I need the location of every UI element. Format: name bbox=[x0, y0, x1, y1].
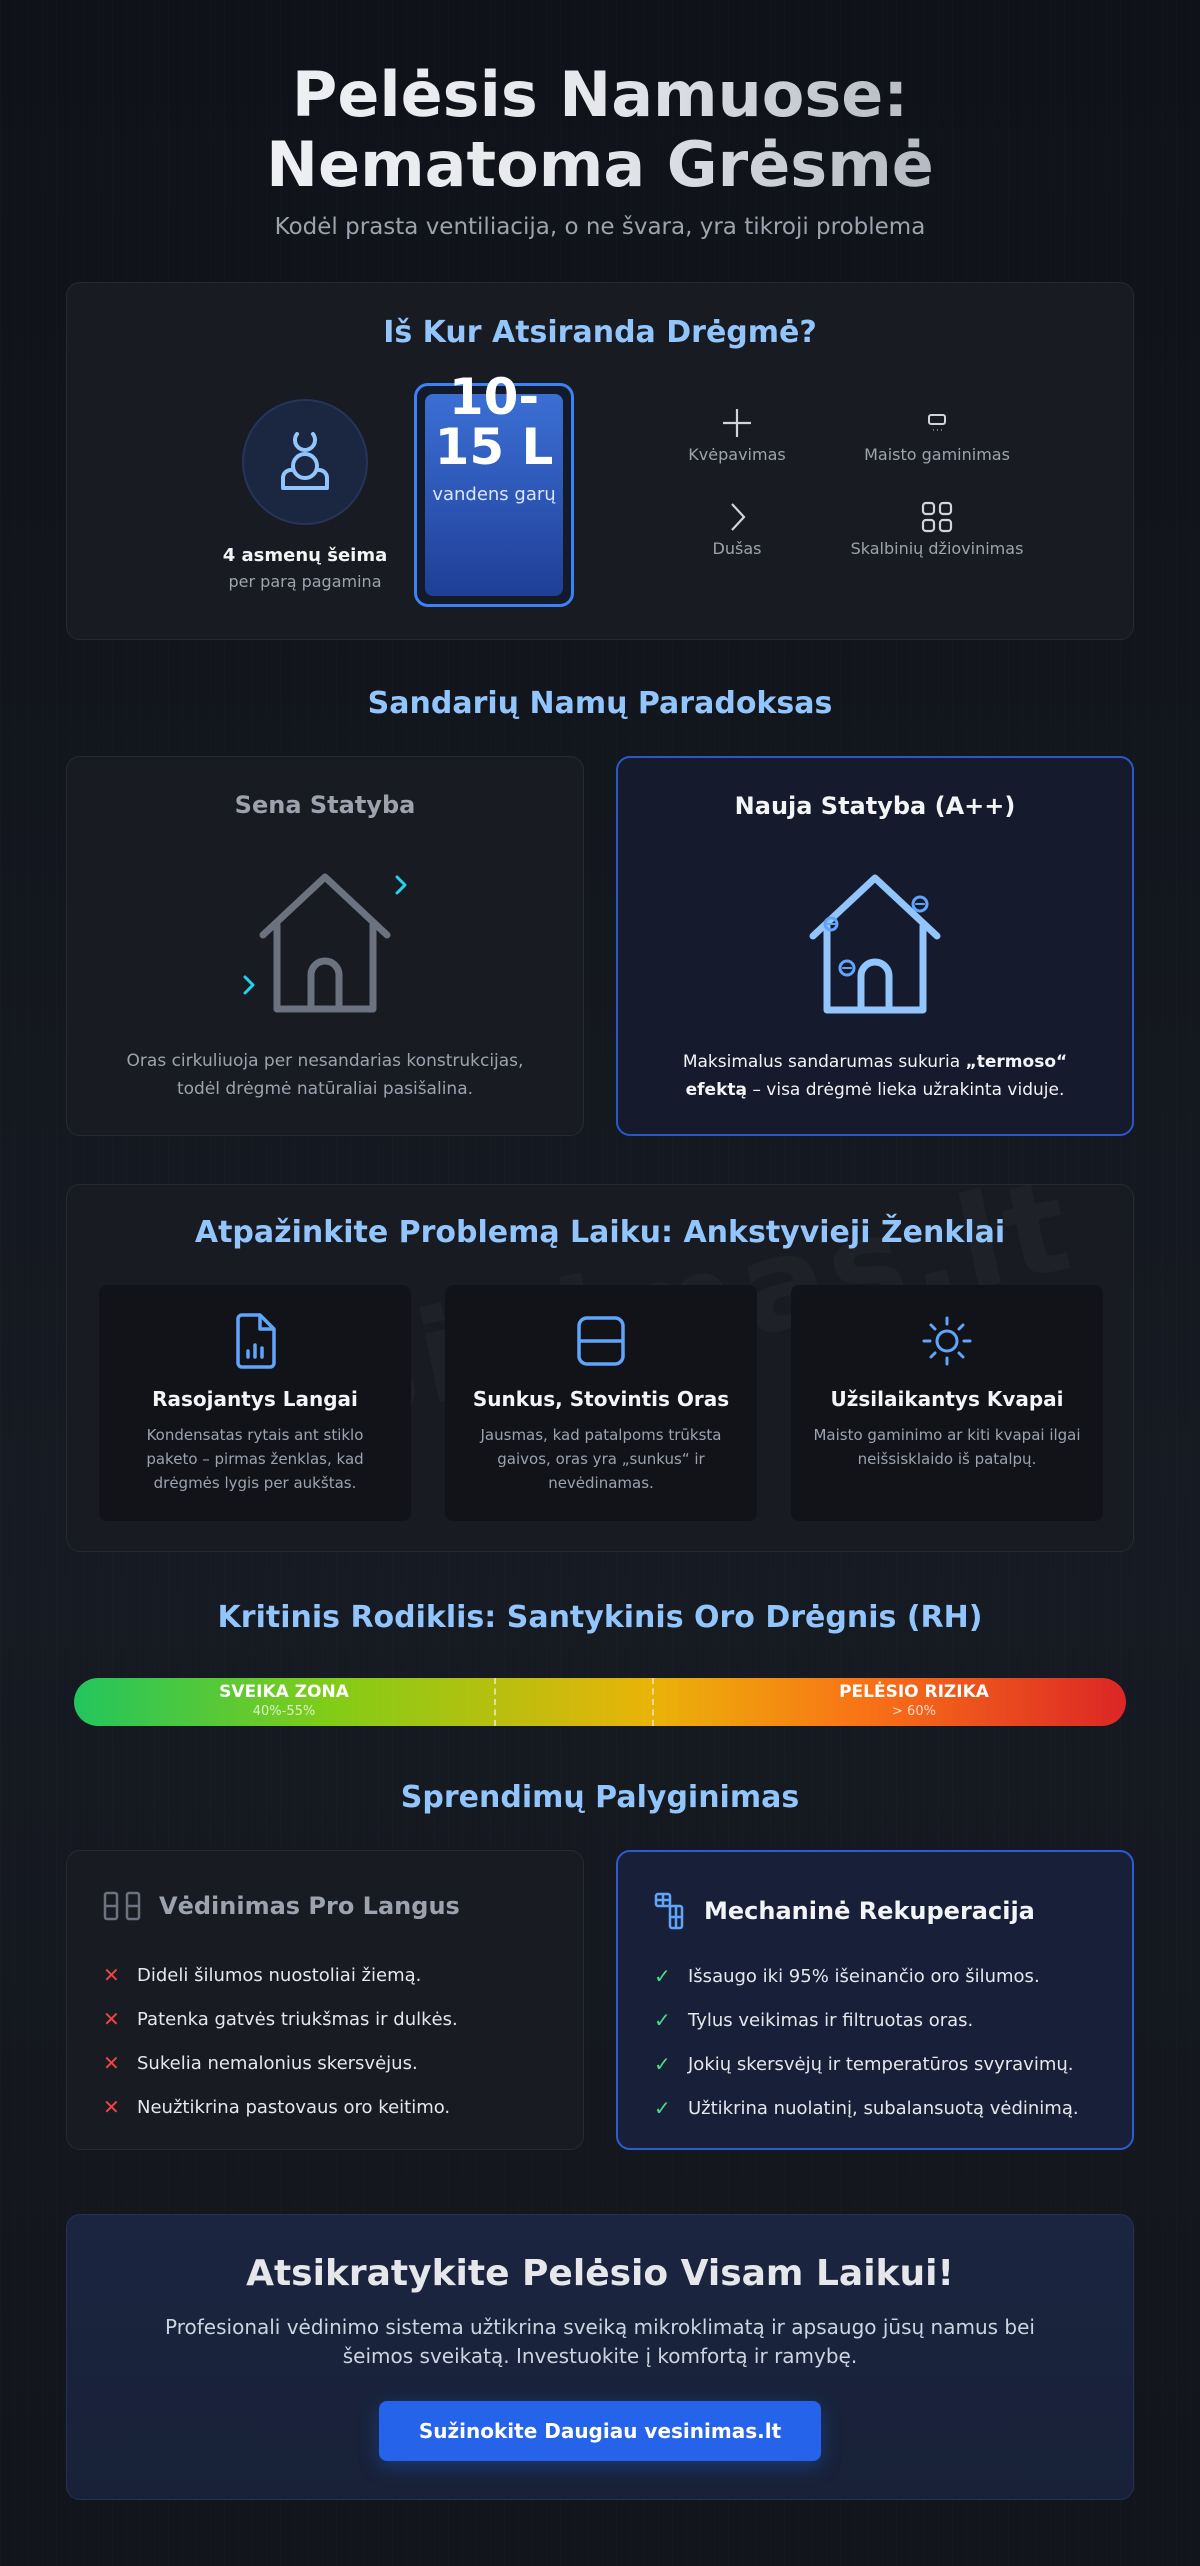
cta-card bbox=[66, 2214, 1134, 2500]
list-item: ✕ Patenka gatvės triukšmas ir dulkės. bbox=[103, 2007, 458, 2031]
grid-icon bbox=[837, 495, 1037, 539]
list-item: ✕ Dideli šilumos nuostoliai žiemą. bbox=[103, 1963, 422, 1987]
chevron-right-icon bbox=[637, 495, 837, 539]
rh-safe-zone: SVEIKA ZONA 40%-55% bbox=[219, 1682, 349, 1719]
page-title: Pelėsis Namuose: Nematoma Grėsmė bbox=[100, 60, 1100, 200]
sign-card: Rasojantys Langai Kondensatas rytais ant stiklo paketo – pirmas ženklas, kad drėgmės lygis per aukštas. bbox=[99, 1285, 411, 1521]
house-leaky-icon bbox=[67, 867, 583, 1017]
list-item: ✕ Sukelia nemalonius skersvėjus. bbox=[103, 2051, 418, 2075]
source-breathing: Kvėpavimas bbox=[637, 401, 837, 464]
sign-card: Užsilaikantys Kvapai Maisto gaminimo ar kiti kvapai ilgai neišsisklaido iš patalpų. bbox=[791, 1285, 1103, 1521]
recuperation-card bbox=[616, 1850, 1134, 2150]
recuperator-icon bbox=[654, 1892, 686, 1930]
moisture-sources-card bbox=[66, 282, 1134, 640]
window-ventilation-card bbox=[66, 1850, 584, 2150]
family-block bbox=[195, 399, 415, 591]
list-item: ✓ Jokių skersvėjų ir temperatūros svyravimų. bbox=[654, 2052, 1074, 2076]
family-title: 4 asmenų šeima bbox=[222, 545, 388, 566]
rh-title: Kritinis Rodiklis: Santykinis Oro Drėgnis (RH) bbox=[217, 1600, 983, 1635]
water-amount-unit: vandens garų bbox=[432, 484, 556, 505]
family-icon bbox=[242, 399, 368, 525]
old-building-text: Oras cirkuliuoja per nesandarias konstrukcijas, todėl drėgmė natūraliai pasišalina. bbox=[126, 1051, 524, 1099]
document-chart-icon bbox=[99, 1313, 411, 1369]
water-amount-tank bbox=[414, 368, 574, 607]
stove-icon bbox=[837, 401, 1037, 445]
new-building-title: Nauja Statyba (A++) bbox=[734, 792, 1016, 820]
cta-title: Atsikratykite Pelėsio Visam Laikui! bbox=[246, 2253, 954, 2294]
sign-card: Sunkus, Stovintis Oras Jausmas, kad patalpoms trūksta gaivos, oras yra „sunkus“ ir nevėdinamas. bbox=[445, 1285, 757, 1521]
window-ventilation-header: Vėdinimas Pro Langus bbox=[103, 1891, 460, 1921]
old-building-card bbox=[66, 756, 584, 1136]
hero bbox=[0, 60, 1200, 240]
house-sealed-icon bbox=[618, 868, 1132, 1018]
source-laundry: Skalbinių džiovinimas bbox=[837, 495, 1037, 558]
tank-fill bbox=[425, 368, 563, 596]
new-building-card bbox=[616, 756, 1134, 1136]
new-building-text: Maksimalus sandarumas sukuria „termoso“ efektą – visa drėgmė lieka užrakinta viduje. bbox=[682, 1052, 1068, 1100]
signs-title: Atpažinkite Problemą Laiku: Ankstyvieji Ženklai bbox=[194, 1215, 1006, 1250]
page-subtitle: Kodėl prasta ventiliacija, o ne švara, yra tikroji problema bbox=[274, 214, 926, 240]
window-icon bbox=[445, 1313, 757, 1369]
window-ventilation-list bbox=[103, 1953, 458, 2129]
learn-more-button[interactable]: Sužinokite Daugiau vesinimas.lt bbox=[379, 2401, 821, 2461]
water-amount: 10-15 L bbox=[434, 368, 554, 476]
rh-divider bbox=[494, 1678, 496, 1726]
source-shower: Dušas bbox=[637, 495, 837, 558]
rh-scale-bar bbox=[74, 1678, 1126, 1726]
recuperation-list bbox=[654, 1954, 1079, 2130]
paradox-title: Sandarių Namų Paradoksas bbox=[367, 686, 833, 721]
list-item: ✓ Tylus veikimas ir filtruotas oras. bbox=[654, 2008, 974, 2032]
window-vent-icon bbox=[103, 1891, 141, 1921]
compare-title: Sprendimų Palyginimas bbox=[400, 1780, 800, 1815]
moisture-title: Iš Kur Atsiranda Drėgmė? bbox=[383, 315, 817, 350]
rh-divider bbox=[652, 1678, 654, 1726]
source-cooking: Maisto gaminimas bbox=[837, 401, 1037, 464]
list-item: ✕ Neužtikrina pastovaus oro keitimo. bbox=[103, 2095, 451, 2119]
plus-icon bbox=[637, 401, 837, 445]
list-item: ✓ Išsaugo iki 95% išeinančio oro šilumos. bbox=[654, 1964, 1040, 1988]
list-item: ✓ Užtikrina nuolatinį, subalansuotą vėdinimą. bbox=[654, 2096, 1079, 2120]
early-signs-card bbox=[66, 1184, 1134, 1552]
family-subtitle: per parą pagamina bbox=[228, 572, 382, 591]
cta-text: Profesionali vėdinimo sistema užtikrina sveiką mikroklimatą ir apsaugo jūsų namus bei šeimos sveikatą. Investuokite į komfortą ir ramybę. bbox=[165, 2315, 1035, 2368]
recuperation-header: Mechaninė Rekuperacija bbox=[654, 1892, 1035, 1930]
sun-icon bbox=[791, 1313, 1103, 1369]
old-building-title: Sena Statyba bbox=[234, 791, 416, 819]
rh-risk-zone: PELĖSIO RIZIKA > 60% bbox=[839, 1682, 989, 1719]
